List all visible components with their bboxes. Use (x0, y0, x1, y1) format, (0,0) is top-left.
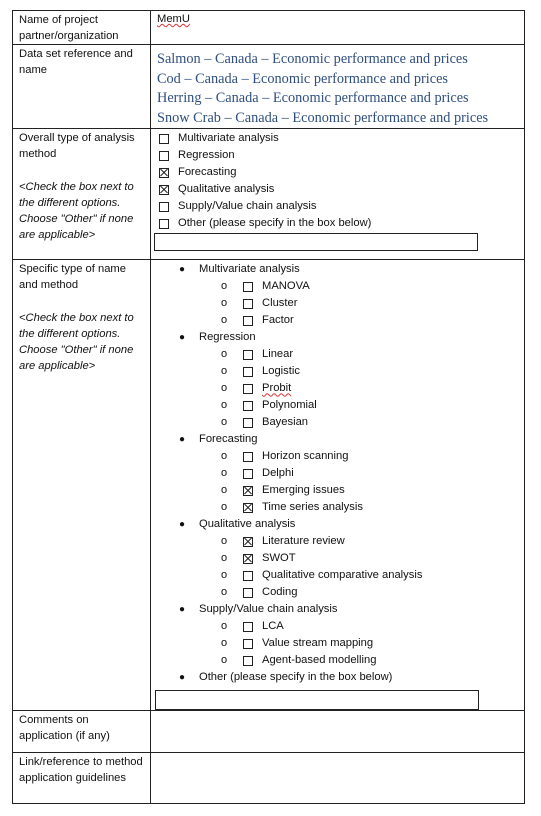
dataset-cell[interactable] (151, 45, 525, 129)
checkbox[interactable] (243, 588, 253, 598)
option-label: Horizon scanning (262, 450, 349, 463)
circle-bullet-icon: o (221, 280, 228, 293)
checkbox[interactable] (243, 622, 253, 632)
circle-bullet-icon: o (221, 297, 228, 310)
specific-label-cell (13, 260, 151, 711)
checkbox[interactable] (243, 571, 253, 581)
checkbox[interactable] (159, 151, 169, 161)
group-label: Multivariate analysis (199, 263, 300, 276)
option-label: Logistic (262, 365, 300, 378)
checkbox[interactable] (159, 202, 169, 212)
row-comments (13, 711, 525, 753)
circle-bullet-icon: o (221, 399, 228, 412)
circle-bullet-icon: o (221, 314, 228, 327)
overall-label: Overall type of analysis method (19, 132, 135, 161)
circle-bullet-icon: o (221, 416, 228, 429)
method-option-horizon-scanning[interactable] (151, 448, 524, 465)
method-option-agent-based-modelling[interactable] (151, 652, 524, 669)
comments-label: Comments on application (if any) (13, 711, 151, 753)
overall-option-regression[interactable] (151, 147, 524, 164)
group-label: Supply/Value chain analysis (199, 603, 338, 616)
method-group-multivariate-analysis (151, 261, 524, 278)
link-cell[interactable] (151, 753, 525, 804)
dataset-line: Salmon – Canada – Economic performance and prices (157, 51, 468, 67)
checked-checkbox[interactable] (159, 185, 169, 195)
bullet-icon: ● (179, 332, 186, 344)
method-option-probit[interactable] (151, 380, 524, 397)
checked-checkbox[interactable] (243, 503, 253, 513)
option-label: Forecasting (178, 166, 237, 179)
circle-bullet-icon: o (221, 382, 228, 395)
method-form-table (12, 10, 525, 804)
option-label: Regression (178, 149, 235, 162)
link-label: Link/reference to method application guidelines (13, 753, 151, 804)
row-link (13, 753, 525, 804)
method-option-delphi[interactable] (151, 465, 524, 482)
checked-checkbox[interactable] (159, 168, 169, 178)
specific-options (151, 261, 524, 686)
option-label: Emerging issues (262, 484, 345, 497)
option-label: Value stream mapping (262, 637, 374, 650)
option-label: Literature review (262, 535, 345, 548)
option-label: Qualitative comparative analysis (262, 569, 423, 582)
method-option-swot[interactable] (151, 550, 524, 567)
circle-bullet-icon: o (221, 365, 228, 378)
overall-option-qualitative-analysis[interactable] (151, 181, 524, 198)
partner-value: MemU (157, 13, 190, 25)
dataset-line: Snow Crab – Canada – Economic performance and prices (157, 109, 489, 126)
option-label: Cluster (262, 297, 298, 310)
group-label: Regression (199, 331, 256, 344)
overall-instruction: <Check the box next to the different options. Choose "Other" if none are applicable> (19, 181, 134, 242)
row-dataset (13, 45, 525, 129)
option-label: Agent-based modelling (262, 654, 377, 667)
option-label: Time series analysis (262, 501, 363, 514)
overall-other-input[interactable] (154, 233, 478, 251)
method-option-bayesian[interactable] (151, 414, 524, 431)
comments-cell[interactable] (151, 711, 525, 753)
method-option-factor[interactable] (151, 312, 524, 329)
checkbox[interactable] (243, 384, 253, 394)
checkbox[interactable] (243, 350, 253, 360)
option-label: Factor (262, 314, 294, 327)
checkbox[interactable] (243, 469, 253, 479)
option-label: MANOVA (262, 280, 310, 293)
checkbox[interactable] (159, 134, 169, 144)
specific-instruction: <Check the box next to the different options. Choose "Other" if none are applicable> (19, 312, 134, 373)
specific-other-input[interactable] (155, 690, 479, 710)
option-label: Multivariate analysis (178, 132, 279, 145)
checkbox[interactable] (243, 639, 253, 649)
method-option-logistic[interactable] (151, 363, 524, 380)
overall-option-supply-value[interactable] (151, 198, 524, 215)
circle-bullet-icon: o (221, 654, 228, 667)
checkbox[interactable] (159, 219, 169, 229)
circle-bullet-icon: o (221, 586, 228, 599)
option-label: Supply/Value chain analysis (178, 200, 317, 213)
method-option-value-stream-mapping[interactable] (151, 635, 524, 652)
row-overall (13, 129, 525, 260)
bullet-icon: ● (179, 604, 186, 616)
checkbox[interactable] (243, 401, 253, 411)
circle-bullet-icon: o (221, 484, 228, 497)
checked-checkbox[interactable] (243, 554, 253, 564)
method-option-coding[interactable] (151, 584, 524, 601)
option-label: Delphi (262, 467, 294, 480)
overall-option-forecasting[interactable] (151, 164, 524, 181)
circle-bullet-icon: o (221, 637, 228, 650)
option-label: Coding (262, 586, 298, 599)
method-option-lca[interactable] (151, 618, 524, 635)
checked-checkbox[interactable] (243, 486, 253, 496)
dataset-label: Data set reference and name (13, 45, 151, 129)
circle-bullet-icon: o (221, 348, 228, 361)
group-label: Forecasting (199, 433, 258, 446)
method-option-emerging-issues[interactable] (151, 482, 524, 499)
bullet-icon: ● (179, 264, 186, 276)
option-label: Other (please specify in the box below) (178, 217, 372, 230)
checkbox[interactable] (243, 452, 253, 462)
partner-label: Name of project partner/organization (13, 11, 151, 45)
group-label: Other (please specify in the box below) (199, 671, 393, 684)
overall-option-multivariate-analysis[interactable] (151, 130, 524, 147)
bullet-icon: ● (179, 519, 186, 531)
circle-bullet-icon: o (221, 467, 228, 480)
dataset-line: Cod – Canada – Economic performance and prices (157, 70, 448, 87)
partner-cell[interactable] (151, 11, 525, 45)
method-option-cluster[interactable] (151, 295, 524, 312)
method-group-other-please (151, 669, 524, 686)
specific-label: Specific type of name and method (19, 263, 126, 292)
method-group-forecasting (151, 431, 524, 448)
option-label: SWOT (262, 552, 296, 565)
checkbox[interactable] (243, 367, 253, 377)
method-group-regression (151, 329, 524, 346)
option-label: LCA (262, 620, 284, 633)
checkbox[interactable] (243, 282, 253, 292)
row-specific (13, 260, 525, 711)
circle-bullet-icon: o (221, 552, 228, 565)
circle-bullet-icon: o (221, 535, 228, 548)
method-group-supply-value (151, 601, 524, 618)
method-option-literature-review[interactable] (151, 533, 524, 550)
specific-options-cell (151, 260, 525, 711)
overall-option-other-please[interactable] (151, 215, 524, 232)
dataset-line: Herring – Canada – Economic performance and prices (157, 90, 469, 107)
option-label: Linear (262, 348, 294, 361)
method-option-linear[interactable] (151, 346, 524, 363)
checkbox[interactable] (243, 299, 253, 309)
row-partner (13, 11, 525, 45)
checkbox[interactable] (243, 418, 253, 428)
checked-checkbox[interactable] (243, 537, 253, 547)
circle-bullet-icon: o (221, 620, 228, 633)
method-group-qualitative-analysis (151, 516, 524, 533)
bullet-icon: ● (179, 434, 186, 446)
checkbox[interactable] (243, 656, 253, 666)
option-label: Polynomial (262, 399, 317, 412)
method-option-qualitative-comparative-analysis[interactable] (151, 567, 524, 584)
circle-bullet-icon: o (221, 501, 228, 514)
option-label: Qualitative analysis (178, 183, 275, 196)
bullet-icon: ● (179, 672, 186, 684)
method-option-time-series-analysis[interactable] (151, 499, 524, 516)
overall-options-cell (151, 129, 525, 260)
overall-label-cell (13, 129, 151, 260)
overall-options (151, 130, 524, 232)
checkbox[interactable] (243, 316, 253, 326)
option-label: Probit (262, 382, 292, 395)
method-option-polynomial[interactable] (151, 397, 524, 414)
option-label: Bayesian (262, 416, 309, 429)
group-label: Qualitative analysis (199, 518, 296, 531)
method-option-manova[interactable] (151, 278, 524, 295)
circle-bullet-icon: o (221, 450, 228, 463)
circle-bullet-icon: o (221, 569, 228, 582)
